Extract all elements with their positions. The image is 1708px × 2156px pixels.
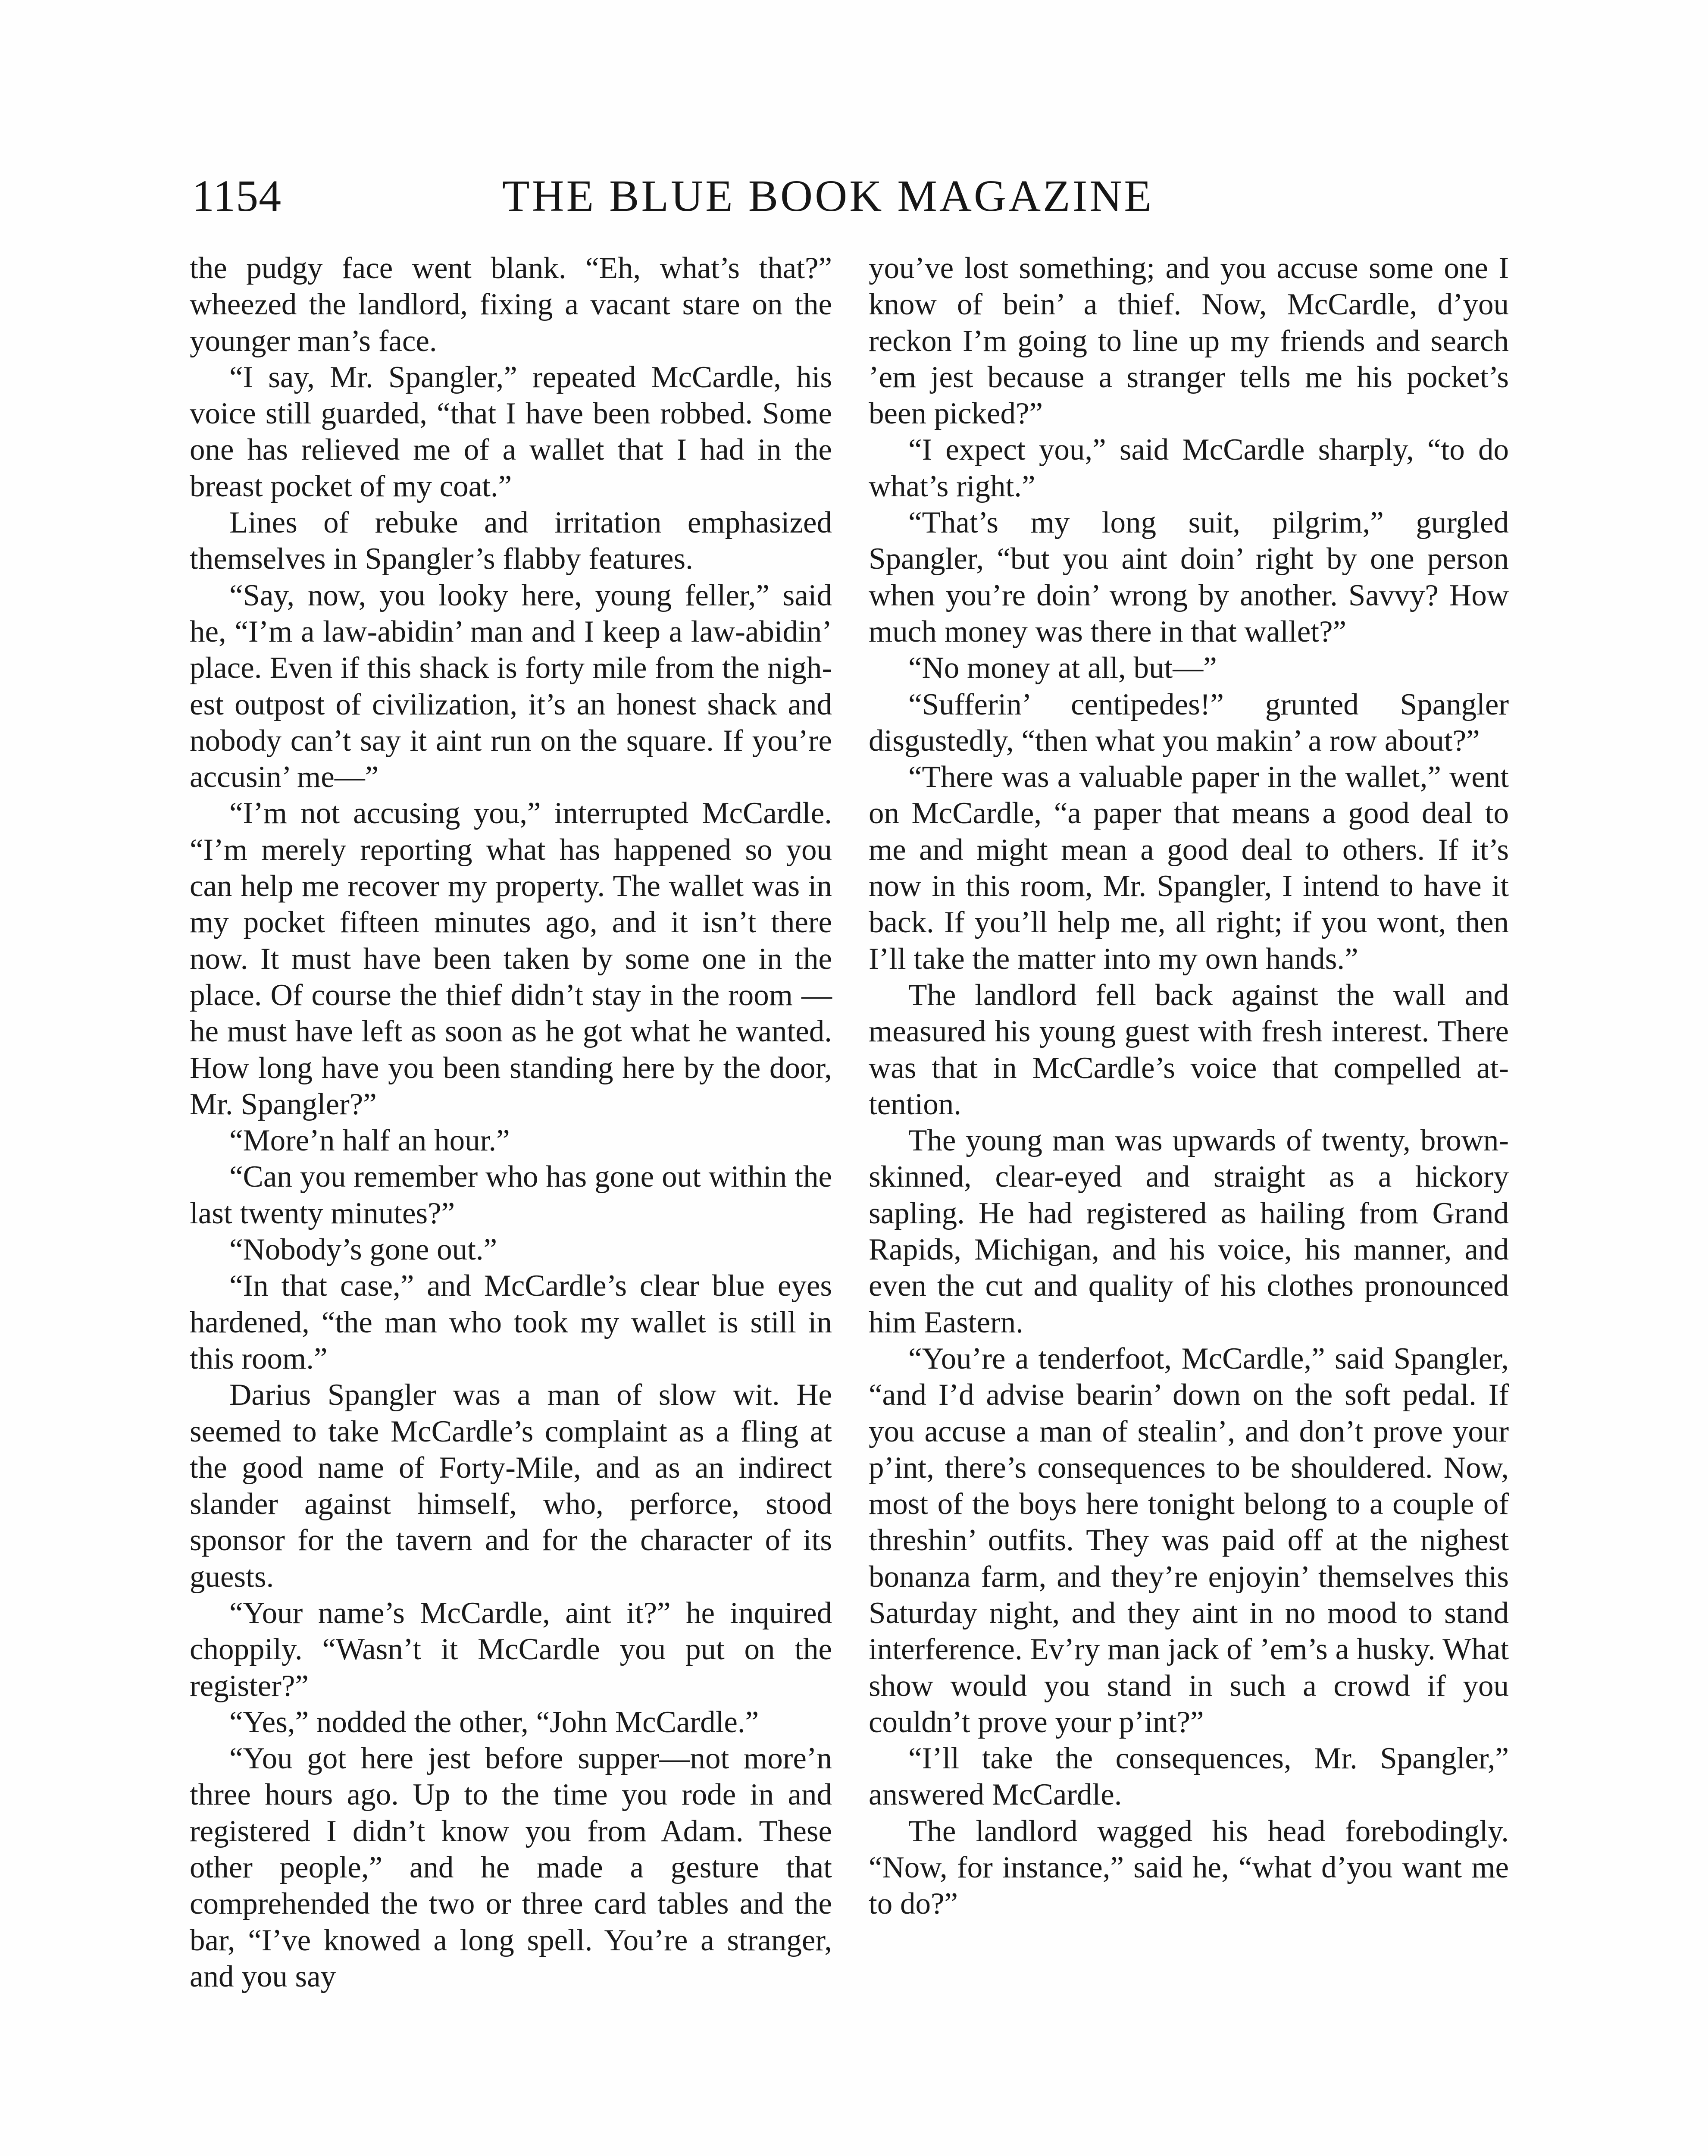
paragraph: “In that case,” and McCardle’s clear blue eyes hardened, “the man who took my wallet is still in this room.” [190, 1269, 832, 1376]
paragraph: “There was a valuable paper in the wallet,” went on McCardle, “a paper that means a good deal to me and might mean a good deal to others. If it’s now in this room, Mr. Spangler, I intend to have it back. If you’ll help me, all right; if you wont, then I’ll take the matter into my own hands.” [869, 760, 1509, 976]
paragraph: the pudgy face went blank. “Eh, what’s that?” wheezed the landlord, fixing a vacant stare on the younger man’s face. [190, 251, 832, 358]
paragraph: “I say, Mr. Spangler,” repeated McCardle, his voice still guarded, “that I have been robbed. Some one has relieved me of a wallet that I had in the breast pocket of my coat.” [190, 360, 832, 503]
paragraph: “You’re a tenderfoot, McCardle,” said Spangler, “and I’d advise bearin’ down on the soft pedal. If you accuse a man of stealin’, and don’t prove your p’int, there’s consequences to be shouldered. Now, most of the boys here tonight belong to a couple of threshin’ outfits. They was paid off at the nighest bonanza farm, and they’re enjoyin’ themselves this Saturday night, and they aint in no mood to stand interference. Ev’ry man jack of ’em’s a husky. What show would you stand in such a crowd if you couldn’t prove your p’int?” [869, 1341, 1509, 1739]
paragraph: The landlord wagged his head forebodingly. “Now, for instance,” said he, “what d’you want me to do?” [869, 1814, 1509, 1921]
paragraph: “Yes,” nodded the other, “John McCardle.” [229, 1705, 759, 1739]
paragraph: “Can you remember who has gone out within the last twenty minutes?” [190, 1160, 832, 1230]
paragraph: Lines of rebuke and irritation emphasized themselves in Spangler’s flabby features. [190, 506, 832, 576]
paragraph: “I expect you,” said McCardle sharply, “to do what’s right.” [869, 433, 1509, 503]
page-number: 1154 [192, 171, 282, 221]
paragraph: you’ve lost something; and you accuse some one I know of bein’ a thief. Now, McCardle, d’you reckon I’m going to line up my friends and search ’em jest because a stranger tells me his pocket’s been picked?” [869, 251, 1509, 431]
running-title: THE BLUE BOOK MAGAZINE [502, 171, 1154, 221]
paragraph: “I’m not accusing you,” interrupted McCardle. “I’m merely reporting what has happened so you can help me recover my property. The wallet was in my pocket fifteen minutes ago, and it isn’t there now. It must have been taken by some one in the place. Of course the thief didn’t stay in the room —he must have left as soon as he got what he wanted. How long have you been standing here by the door, Mr. Spangler?” [190, 796, 832, 1121]
paragraph: “You got here jest before supper—not more’n three hours ago. Up to the time you rode in and registered I didn’t know you from Adam. These other people,” and he made a gesture that comprehended the two or three card tables and the bar, “I’ve knowed a long spell. You’re a stranger, and you say [190, 1742, 832, 1993]
paragraph: “Say, now, you looky here, young feller,” said he, “I’m a law-abidin’ man and I keep a law-abidin’ place. Even if this shack is forty mile from the nighest outpost of civilization, it’s an honest shack and nobody can’t say it aint run on the square. If you’re accusin’ me—” [190, 578, 832, 794]
paragraph: The landlord fell back against the wall and measured his young guest with fresh interest. There was that in McCardle’s voice that compelled attention. [869, 978, 1509, 1121]
right-column [869, 250, 1509, 1922]
paragraph: “More’n half an hour.” [229, 1124, 510, 1158]
paragraph: “No money at all, but—” [908, 651, 1217, 685]
paragraph: “I’ll take the consequences, Mr. Spangler,” answered McCardle. [869, 1742, 1509, 1812]
paragraph: Darius Spangler was a man of slow wit. He seemed to take McCardle’s complaint as a fling at the good name of Forty-Mile, and as an indirect slander against himself, who, perforce, stood sponsor for the tavern and for the character of its guests. [190, 1378, 832, 1594]
left-column [190, 250, 832, 1995]
paragraph: “Sufferin’ centipedes!” grunted Spangler disgustedly, “then what you makin’ a row about?” [869, 687, 1509, 758]
page-header [192, 164, 1502, 229]
paragraph: “That’s my long suit, pilgrim,” gurgled Spangler, “but you aint doin’ right by one person when you’re doin’ wrong by another. Savvy? How much money was there in that wallet?” [869, 506, 1509, 649]
paragraph: “Your name’s McCardle, aint it?” he inquired choppily. “Wasn’t it McCardle you put on the register?” [190, 1596, 832, 1703]
paragraph: The young man was upwards of twenty, brown-skinned, clear-eyed and straight as a hickory sapling. He had registered as hailing from Grand Rapids, Michigan, and his voice, his manner, and even the cut and quality of his clothes pronounced him Eastern. [869, 1124, 1509, 1339]
paragraph: “Nobody’s gone out.” [229, 1233, 497, 1267]
